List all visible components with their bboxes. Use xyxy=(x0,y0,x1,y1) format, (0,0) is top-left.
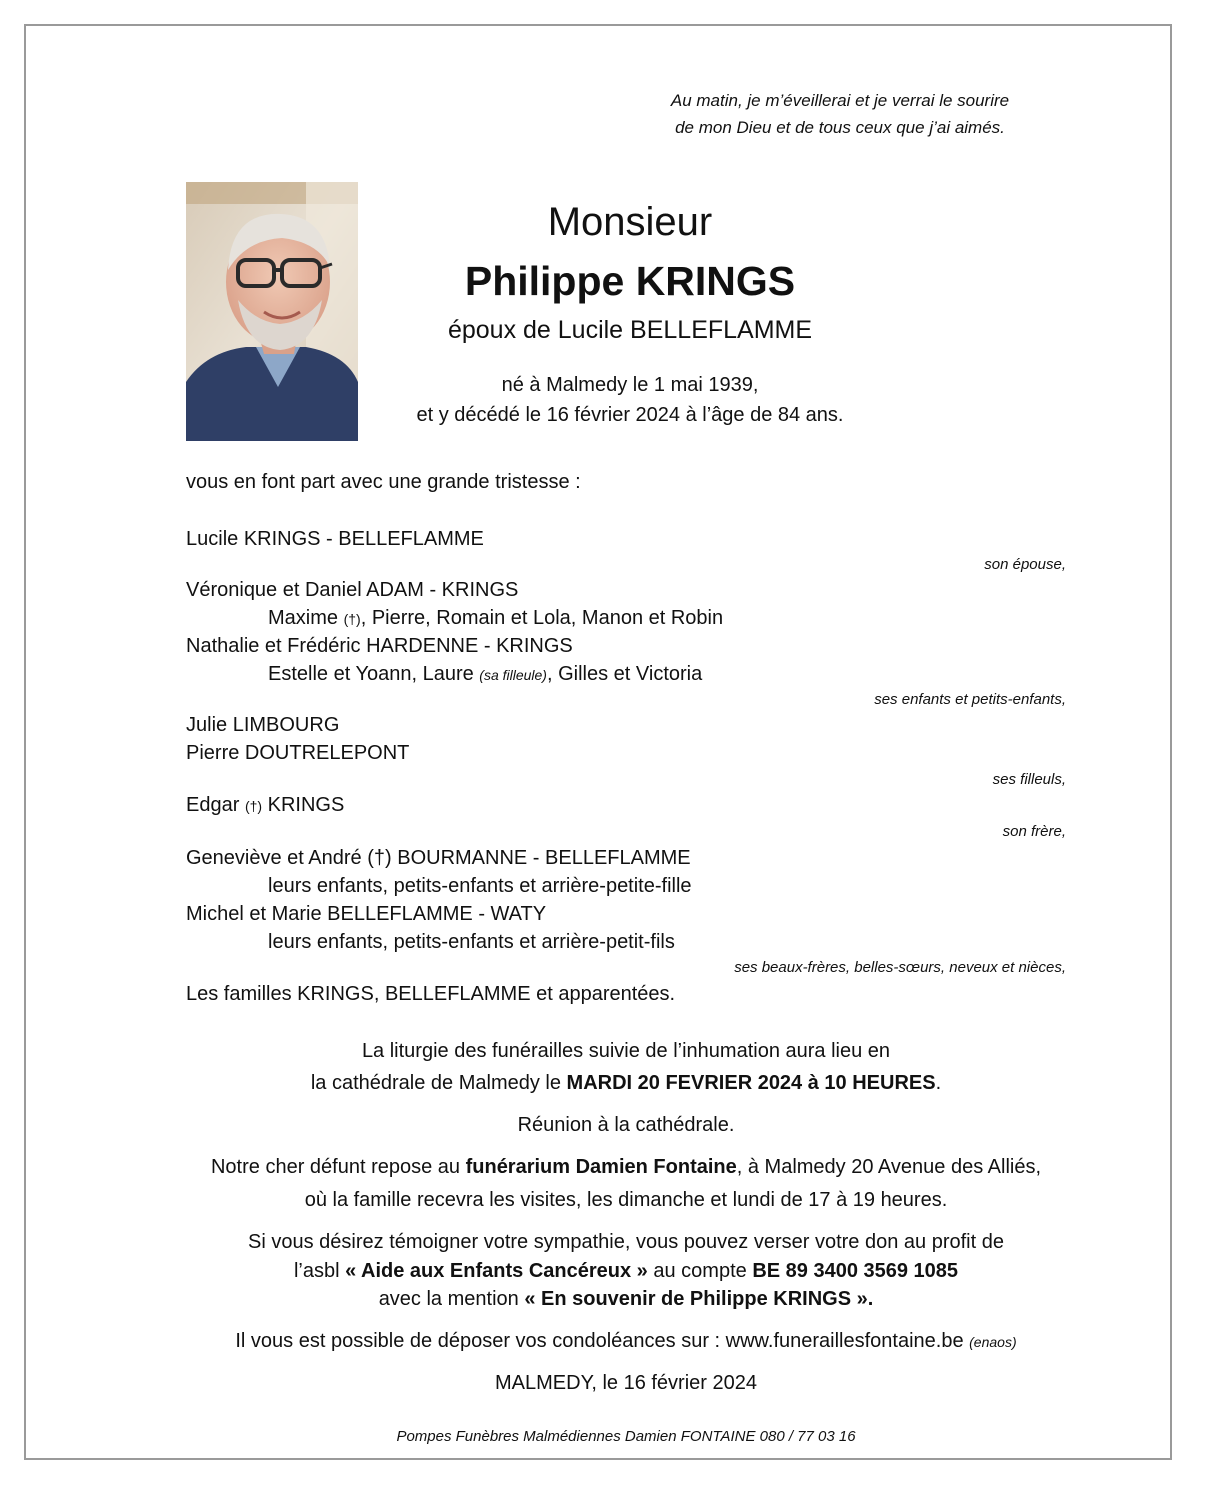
rest-line: Notre cher défunt repose au funérarium Damien Fontaine, à Malmedy 20 Avenue des Alliés, xyxy=(210,1156,1042,1178)
donation-line-1: Si vous désirez témoigner votre sympathie, vous pouvez verser votre don au profit de xyxy=(248,1231,1004,1253)
inlaws-role: ses beaux-frères, belles-sœurs, neveux et nièces, xyxy=(734,959,1066,976)
inlaw2-entry: Michel et Marie BELLEFLAMME - WATY xyxy=(186,903,547,925)
ceremony-line-1: La liturgie des funérailles suivie de l’inhumation aura lieu en xyxy=(361,1040,891,1062)
brother-entry: Edgar (†) KRINGS xyxy=(186,794,345,816)
brother-role: son frère, xyxy=(1002,823,1066,840)
child1-entry: Véronique et Daniel ADAM - KRINGS xyxy=(186,579,519,601)
donation-mention: « En souvenir de Philippe KRINGS ». xyxy=(524,1288,874,1310)
families-line: Les familles KRINGS, BELLEFLAMME et apparentées. xyxy=(186,983,676,1005)
ceremony-datetime: MARDI 20 FEVRIER 2024 à 10 HEURES xyxy=(566,1072,936,1094)
godchild-note: (sa filleule) xyxy=(479,667,547,683)
spouse-role: son épouse, xyxy=(984,556,1066,573)
visits-line: où la famille recevra les visites, les dimanche et lundi de 17 à 19 heures. xyxy=(304,1189,948,1211)
bank-account: BE 89 3400 3569 1085 xyxy=(752,1260,959,1282)
spouse-line: époux de Lucile BELLEFLAMME xyxy=(447,316,813,344)
charity-name: « Aide aux Enfants Cancéreux » xyxy=(345,1260,648,1282)
civility: Monsieur xyxy=(547,200,713,244)
donation-line-2: l’asbl « Aide aux Enfants Cancéreux » au compte BE 89 3400 3569 1085 xyxy=(293,1260,959,1282)
inlaw2-desc: leurs enfants, petits-enfants et arrière-petit-fils xyxy=(268,931,675,953)
intro-line: vous en font part avec une grande tristesse : xyxy=(186,471,581,493)
godchildren-role: ses filleuls, xyxy=(992,771,1066,788)
funeral-home: funérarium Damien Fontaine xyxy=(465,1156,737,1178)
children-role: ses enfants et petits-enfants, xyxy=(874,691,1066,708)
life-dates xyxy=(380,370,880,430)
footer-funeral-home: Pompes Funèbres Malmédiennes Damien FONTAINE 080 / 77 03 16 xyxy=(396,1428,856,1445)
condolences-line: Il vous est possible de déposer vos condoléances sur : www.funeraillesfontaine.be (enaos) xyxy=(235,1330,1017,1352)
inlaw1-entry: Geneviève et André (†) BOURMANNE - BELLEFLAMME xyxy=(186,847,691,869)
deceased-mark: (†) xyxy=(343,611,361,627)
portrait-photo xyxy=(186,182,358,441)
quote-line-1: Au matin, je m’éveillerai et je verrai le sourire xyxy=(670,91,1010,110)
meeting-line: Réunion à la cathédrale. xyxy=(517,1114,735,1136)
child2-kids: Estelle et Yoann, Laure (sa filleule), Gilles et Victoria xyxy=(268,663,703,685)
inlaw1-desc: leurs enfants, petits-enfants et arrière-petite-fille xyxy=(268,875,692,897)
godchild2-entry: Pierre DOUTRELEPONT xyxy=(186,742,410,764)
spouse-entry: Lucile KRINGS - BELLEFLAMME xyxy=(186,528,484,550)
place-date: MALMEDY, le 16 février 2024 xyxy=(495,1372,757,1394)
donation-line-3: avec la mention « En souvenir de Philippe KRINGS ». xyxy=(378,1288,874,1310)
child2-entry: Nathalie et Frédéric HARDENNE - KRINGS xyxy=(186,635,573,657)
death-line: et y décédé le 16 février 2024 à l’âge de 84 ans. xyxy=(416,404,844,426)
birth-line: né à Malmedy le 1 mai 1939, xyxy=(501,374,759,396)
quote-line-2: de mon Dieu et de tous ceux que j’ai aimés. xyxy=(675,118,1005,137)
deceased-mark: (†) xyxy=(244,798,263,814)
godchild1-entry: Julie LIMBOURG xyxy=(186,714,340,736)
child1-kids: Maxime (†), Pierre, Romain et Lola, Manon et Robin xyxy=(268,607,724,629)
ceremony-line-2: la cathédrale de Malmedy le MARDI 20 FEVRIER 2024 à 10 HEURES. xyxy=(310,1072,942,1094)
deceased-name: Philippe KRINGS xyxy=(464,258,796,304)
condolences-note: (enaos) xyxy=(969,1334,1017,1350)
